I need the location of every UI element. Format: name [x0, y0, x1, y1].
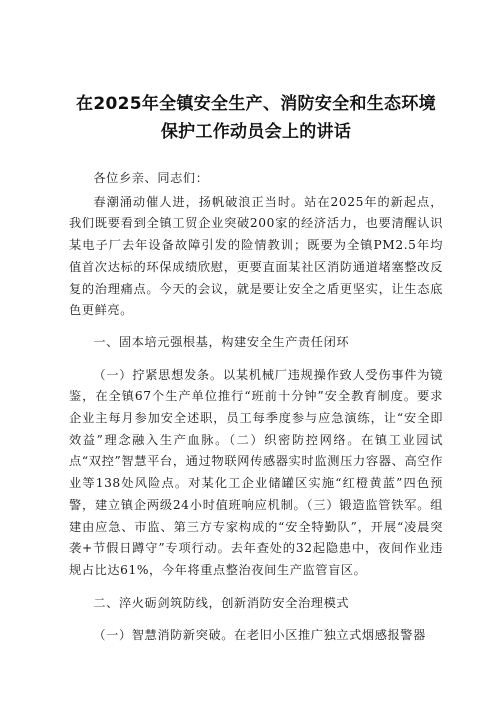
- document-title: [69, 90, 443, 146]
- intro-paragraph: 春潮涌动催人进，扬帆破浪正当时。站在2025年的新起点，我们既要看到全镇工贸企业突破200家的经济活力，也要清醒认识某电子厂去年设备故障引发的险情教训；既要为全镇PM2.5年均值首次达标的环保成绩欣慰，更要直面某社区消防通道堵塞整改反复的治理痛点。今天的会议，就是要让安全之盾更坚实，让生态底色更鲜亮。: [69, 194, 443, 318]
- title-line-1: 在2025年全镇安全生产、消防安全和生态环境: [76, 94, 436, 114]
- section-2-paragraph: （一）智慧消防新突破。在老旧小区推广独立式烟感报警器: [93, 628, 426, 643]
- section-1-heading: 一、固本培元强根基，构建安全生产责任闭环: [93, 334, 350, 349]
- salutation: 各位乡亲、同志们：: [93, 171, 209, 185]
- section-1-paragraph: （一）拧紧思想发条。以某机械厂违规操作致人受伤事件为镜鉴，在全镇67个生产单位推行“班前十分钟”安全教育制度。要求企业主每月参加安全述职，员工每季度参与应急演练，让“安全即效益”理念融入生产血脉。（二）织密防控网络。在镇工业园试点“双控”智慧平台，通过物联网传感器实时监测压力容器、高空作业等138处风险点。对某化工企业储罐区实施“红橙黄蓝”四色预警，建立镇企两级24小时值班响应机制。（三）锻造监管铁军。组建由应急、市监、第三方专家构成的“安全特勤队”，开展“凌晨突袭+节假日蹲守”专项行动。去年查处的32起隐患中，夜间作业违规占比达61%，今年将重点整治夜间生产监管盲区。: [69, 367, 443, 577]
- section-2-heading: 二、淬火砺剑筑防线，创新消防安全治理模式: [93, 595, 350, 610]
- title-line-2: 保护工作动员会上的讲话: [160, 122, 352, 142]
- document-body: [69, 168, 443, 647]
